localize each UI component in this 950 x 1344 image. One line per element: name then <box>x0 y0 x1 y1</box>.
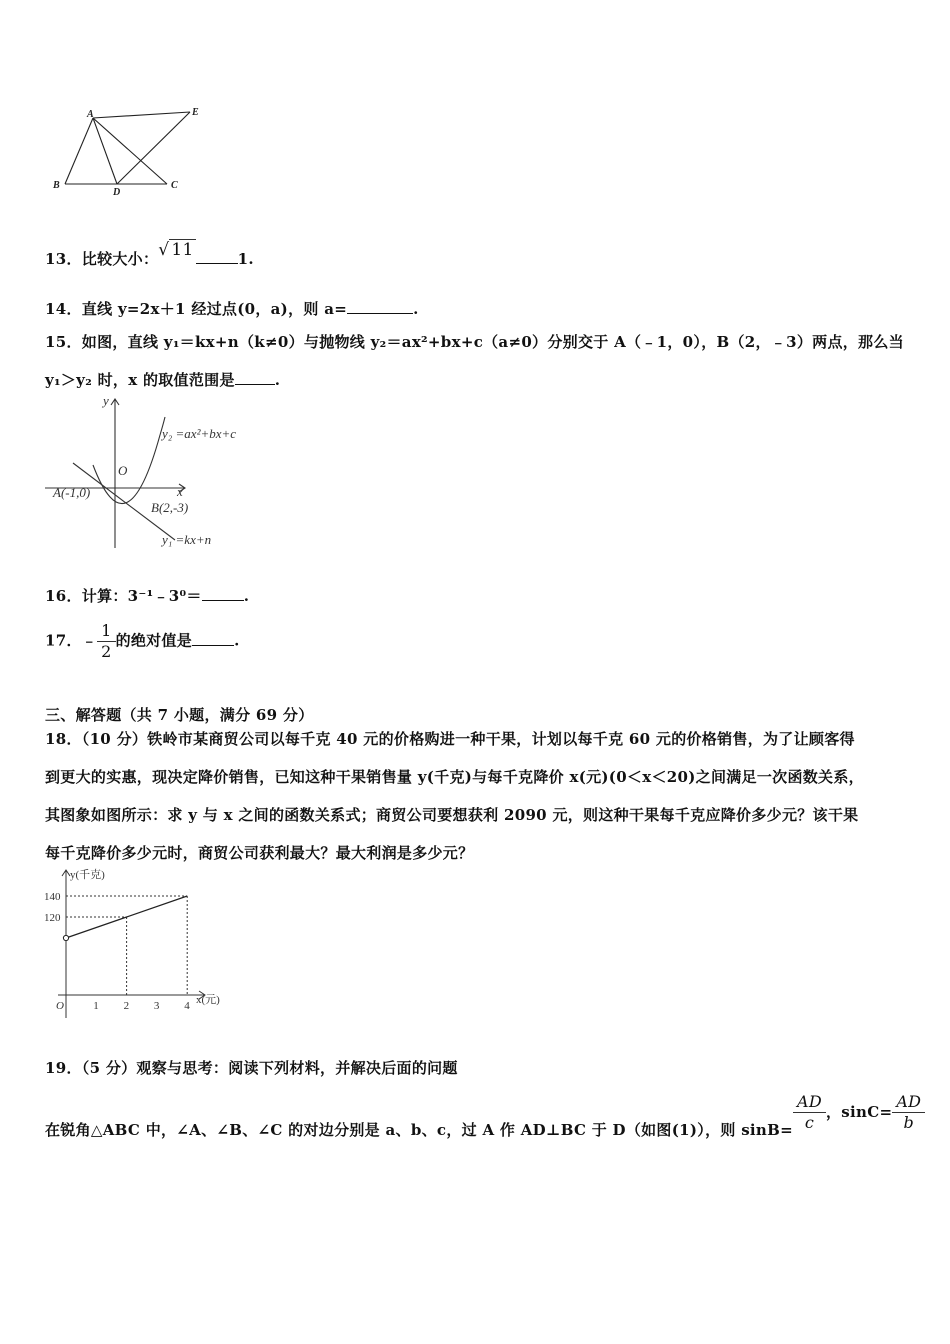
question-19-body <box>45 1092 925 1139</box>
question-14 <box>45 298 419 319</box>
fracc-den: b <box>903 1113 915 1132</box>
answer-blank-16[interactable] <box>202 600 244 601</box>
q17-suffix: 的绝对值是 <box>115 631 193 650</box>
q17-tail: . <box>234 631 240 650</box>
x-tick-1: 1 <box>93 1000 99 1012</box>
q14-text: 14．直线 y=2x＋1 经过点(0，a)，则 a= <box>45 300 348 318</box>
question-15-line1: 15．如图，直线 y₁＝kx+n（k≠0）与抛物线 y₂＝ax²+bx+c（a≠0）分别交于 A（﹣1，0），B（2，﹣3）两点，那么当 <box>45 333 904 351</box>
section-title: 三、解答题（共 7 小题，满分 69 分） <box>45 706 314 724</box>
q17-prefix: 17．﹣ <box>45 631 98 650</box>
q14-tail: . <box>413 300 419 318</box>
origin-label: O <box>118 463 128 478</box>
x-tick-2: 2 <box>123 1000 130 1012</box>
q19-mid-text: ，sinC= <box>825 1102 893 1121</box>
question-13 <box>45 240 254 269</box>
fraction-sinc <box>892 1092 925 1133</box>
x-tick-O: O <box>56 1000 64 1012</box>
chart-y-label: y(千克) <box>70 869 105 881</box>
label-d: D <box>113 187 121 198</box>
point-b-label: B(2,-3) <box>151 500 189 515</box>
frac-den: 2 <box>101 642 112 661</box>
sqrt-11: √ 11 <box>158 240 194 260</box>
label-c: C <box>171 180 178 191</box>
question-18-line2: 到更大的实惠，现决定降价销售，已知这种干果销售量 y(千克)与每千克降价 x(元)(0＜x＜20)之间满足一次函数关系， <box>45 768 864 786</box>
x-tick-3: 3 <box>153 1000 160 1012</box>
question-18-line4: 每千克降价多少元时，商贸公司获利最大？最大利润是多少元？ <box>45 844 474 862</box>
fracc-num: AD <box>892 1092 925 1113</box>
x-axis-label: x <box>177 484 183 499</box>
q15-line2-text: y₁＞y₂ 时，x 的取值范围是 <box>45 371 235 389</box>
line-label: y₁ =kx+n <box>162 532 212 547</box>
question-18-line1: 18．（10 分）铁岭市某商贸公司以每千克 40 元的价格购进一种干果，计划以每千克 60 元的价格销售，为了让顾客得 <box>45 730 855 748</box>
y-tick-120: 120 <box>44 912 61 924</box>
q13-tail: 1. <box>237 250 254 268</box>
point-a-label: A(-1,0) <box>53 485 91 500</box>
label-a: A <box>87 109 94 120</box>
radicand: 11 <box>171 240 194 260</box>
question-17 <box>45 621 240 662</box>
triangle-figure <box>45 100 215 200</box>
question-16 <box>45 585 249 606</box>
x-tick-4: 4 <box>184 1000 190 1012</box>
curve-label: y₂ =ax²+bx+c <box>162 426 237 441</box>
answer-blank-17[interactable] <box>192 645 234 646</box>
q13-label: 13．比较大小： <box>45 250 159 268</box>
chart-x-label: x(元) <box>196 994 220 1006</box>
frac-num: 1 <box>97 621 115 642</box>
question-18-line3: 其图象如图所示：求 y 与 x 之间的函数关系式；商贸公司要想获利 2090 元，则这种干果每千克应降价多少元？该干果 <box>45 806 859 824</box>
fracb-den: c <box>804 1113 815 1132</box>
answer-blank-15[interactable] <box>235 384 275 385</box>
fraction-half <box>97 621 115 662</box>
question-19-title: 19．（5 分）观察与思考：阅读下列材料，并解决后面的问题 <box>45 1059 458 1077</box>
y-tick-140: 140 <box>44 891 61 903</box>
fracb-num: AD <box>793 1092 826 1113</box>
q16-tail: . <box>243 587 250 605</box>
label-b: B <box>53 180 60 191</box>
parabola-line-figure <box>45 395 285 555</box>
series-line <box>66 896 187 938</box>
q15-tail: . <box>274 371 281 389</box>
sales-line-chart <box>40 866 240 1026</box>
q16-text: 16．计算：3⁻¹﹣3⁰＝ <box>45 587 202 605</box>
start-open-point <box>63 935 68 940</box>
label-e: E <box>192 107 199 118</box>
q19-body-text: 在锐角△ABC 中，∠A、∠B、∠C 的对边分别是 a、b、c，过 A 作 AD⊥BC 于 D（如图(1)），则 sinB= <box>45 1120 793 1139</box>
answer-blank-13[interactable] <box>196 263 238 264</box>
question-15-line2 <box>45 369 280 390</box>
answer-blank-14[interactable] <box>347 313 413 314</box>
y-axis-label: y <box>103 395 109 408</box>
fraction-sinb <box>793 1092 826 1133</box>
